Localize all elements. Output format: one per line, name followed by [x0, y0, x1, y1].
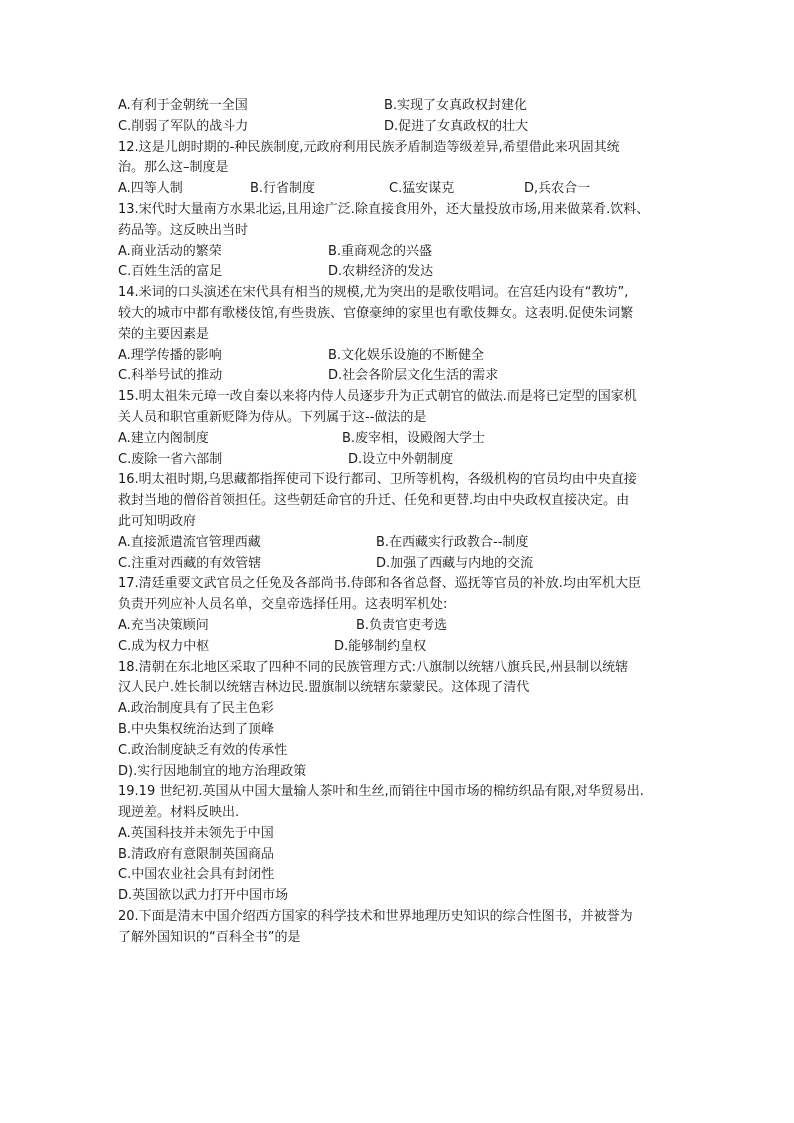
q13-options-row-2: [118, 262, 683, 283]
q19-option-a: A.英国科技并未领先于中国: [118, 825, 274, 841]
q12-stem: [118, 138, 683, 180]
q17-option-a: A.充当决策顾问: [118, 617, 209, 633]
q13-options-row-1: [118, 242, 683, 263]
q18-option-b: B.中央集权统治达到了顶峰: [118, 721, 275, 737]
q11-option-d: D.促进了女真政权的壮大: [384, 118, 529, 134]
q15-option-c: C.废除一省六部制: [118, 451, 223, 467]
q15-stem-line-2: 关人员和职官重新贬降为侍从。下列属于这--做法的是: [118, 409, 427, 425]
q15-options-row-2: [118, 450, 683, 471]
q19-stem-line-2: 现逆差。材料反映出.: [118, 805, 240, 821]
q11-option-a: A.有利于金朝统一全国: [118, 98, 248, 113]
q16-option-a: A.直接派遣流官管理西藏: [118, 534, 261, 550]
q16-stem-line-1: 16.明太祖时期,乌思藏都指挥使司下设行都司、卫所等机构，各级机构的官员均由中央直接: [118, 472, 637, 488]
q17-option-c: C.成为权力中枢: [118, 638, 210, 654]
q18-option-c: C.政治制度缺乏有效的传承性: [118, 742, 288, 758]
q17-stem-line-1: 17.清廷重要文武官员之任免及各部尚书.侍郎和各省总督、巡抚等官员的补放.均由军机大臣: [118, 576, 641, 592]
q18-stem-line-2: 汉人民户.姓长制以统辖吉林边民.盟旗制以统辖东蒙蒙民。这体现了清代: [118, 680, 530, 696]
q13-option-d: D.农耕经济的发达: [328, 264, 434, 280]
q14-stem-line-3: 荣的主要因素是: [118, 326, 210, 342]
q19-option-b: B.清政府有意限制英国商品: [118, 846, 275, 862]
q17-option-d: D.能够制约皇权: [334, 638, 427, 654]
q15-option-a: A.建立内阁制度: [118, 430, 209, 446]
q19-stem: [118, 782, 683, 824]
q17-options-row-1: [118, 616, 683, 637]
q13-stem: [118, 200, 683, 242]
q15-stem-line-1: 15.明太祖朱元璋一改自秦以来将内侍人员逐步升为正式朝官的做法.而是将已定型的国家机: [118, 389, 637, 405]
q18-option-d: D).实行因地制宜的地方治理政策: [118, 763, 307, 779]
q12-option-b: B.行省制度: [250, 181, 316, 197]
q14-option-a: A.理学传播的影响: [118, 347, 222, 363]
q20-stem-line-2: 了解外国知识的“百科全书”的是: [118, 929, 301, 945]
q19-option-d: D.英国欲以武力打开中国市场: [118, 888, 289, 904]
q11-option-b: B.实现了女真政权封建化: [384, 98, 528, 113]
q14-stem: [118, 283, 683, 345]
q15-option-d: D.设立中外朝制度: [348, 451, 454, 467]
q16-stem: [118, 470, 683, 532]
q13-stem-line-2: 药品等。这反映出当时: [118, 222, 249, 238]
q14-stem-line-1: 14.米词的口头演述在宋代具有相当的规模,尤为突出的是歌伎唱词。在宫廷内设有“教坊”,: [118, 285, 629, 301]
q16-stem-line-3: 此可知明政府: [118, 513, 197, 529]
q18-stem: [118, 658, 683, 700]
q12-option-c: C.猛安谋克: [389, 181, 455, 197]
q15-options-row-1: [118, 429, 683, 450]
q18-option-a: A.政治制度具有了民主色彩: [118, 701, 274, 717]
q17-stem: [118, 574, 683, 616]
q17-option-b: B.负责官吏考选: [356, 617, 448, 633]
q20-stem-line-1: 20.下面是清末中国介绍西方国家的科学技术和世界地理历史知识的综合性图书，并被誉为: [118, 909, 633, 925]
q13-option-c: C.百姓生活的富足: [118, 264, 223, 280]
q16-options-row-2: [118, 554, 683, 575]
q14-option-d: D.社会各阶层文化生活的需求: [328, 368, 499, 384]
q14-option-b: B.文化娱乐设施的不断健全: [328, 347, 485, 363]
q20-stem: [118, 907, 683, 949]
q14-stem-line-2: 较大的城市中都有歌楼伎馆,有些贵族、官僚豪绅的家里也有歌伎舞女。这表明.促使朱词繁: [118, 305, 634, 321]
q14-option-c: C.科举号试的推动: [118, 368, 223, 384]
q14-options-row-2: [118, 366, 683, 387]
q14-options-row-1: [118, 346, 683, 367]
q16-option-c: C.注重对西藏的有效管辖: [118, 555, 262, 571]
exam-page: [118, 96, 683, 949]
q17-options-row-2: [118, 637, 683, 658]
q12-options-row: [118, 179, 683, 200]
q13-stem-line-1: 13.宋代时大量南方水果北运,且用途广泛.除直接食用外，还大量投放市场,用来做菜肴.饮料、: [118, 201, 650, 217]
q15-option-b: B.废宰相，设殿阁大学士: [342, 430, 486, 446]
q16-stem-line-2: 救封当地的僧俗首领担任。这些朝廷命官的升迁、任免和更替.均由中央政权直接决定。由: [118, 493, 630, 509]
q19-stem-line-1: 19.19 世纪初.英国从中国大量输人茶叶和生丝,而销往中国市场的棉纺织品有限,对华贸易出.: [118, 784, 644, 800]
q17-stem-line-2: 负责开列应补人员名单，交皇帝选择任用。这表明军机处:: [118, 597, 448, 613]
q16-options-row-1: [118, 533, 683, 554]
q13-option-b: B.重商观念的兴盛: [328, 243, 433, 259]
q15-stem: [118, 387, 683, 429]
q19-option-c: C.中国农业社会具有封闭性: [118, 867, 275, 883]
q13-option-a: A.商业活动的繁荣: [118, 243, 222, 259]
q12-stem-line-1: 12.这是儿朗时期的-种民族制度,元政府利用民族矛盾制造等级差异,希望借此来巩固其统: [118, 139, 620, 155]
q11-option-c: C.削弱了军队的战斗力: [118, 118, 249, 134]
q11-options-row-2: [118, 117, 683, 138]
q12-option-d: D,兵农合一: [524, 181, 591, 197]
q18-stem-line-1: 18.清朝在东北地区采取了四种不同的民族管理方式:八旗制以统辖八旗兵民,州县制以统辖: [118, 659, 629, 675]
q12-option-a: A.四等人制: [118, 181, 183, 197]
q16-option-b: B.在西藏实行政教合--制度: [376, 534, 529, 550]
q11-options-row-1: [118, 96, 683, 117]
q12-stem-line-2: 治。那么这–制度是: [118, 160, 229, 176]
q16-option-d: D.加强了西藏与内地的交流: [376, 555, 534, 571]
